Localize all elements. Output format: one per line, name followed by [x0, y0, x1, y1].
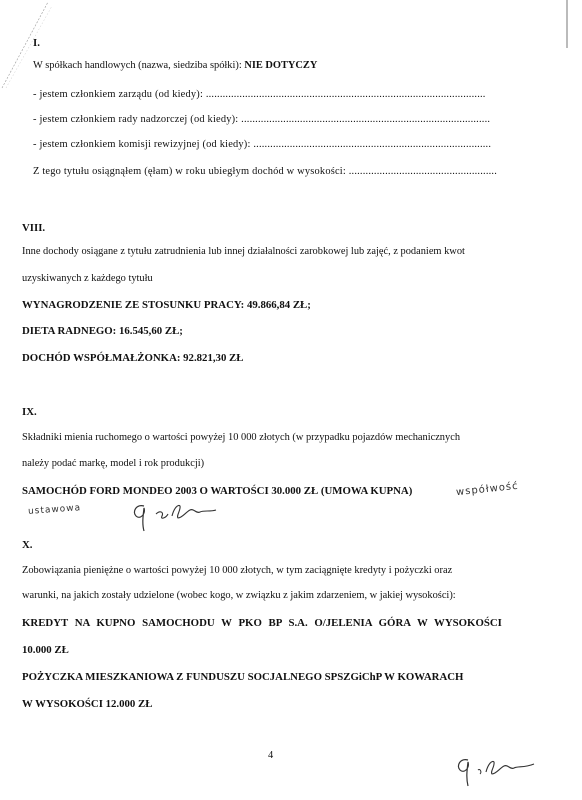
section-ix-heading: IX.	[22, 406, 37, 418]
scan-artifact-line	[0, 0, 60, 90]
section-x-description-2: warunki, na jakich zostały udzielone (wobec kogo, w związku z jakim zdarzeniem, w jakiej wysokości):	[22, 590, 456, 601]
housing-loan-line-1: POŻYCZKA MIESZKANIOWA Z FUNDUSZU SOCJALNEGO SPSZGiChP W KOWARACH	[22, 671, 464, 683]
spouse-income-value: DOCHÓD WSPÓŁMAŁŻONKA: 92.821,30 ZŁ	[22, 352, 244, 364]
section-vii-intro-label: W spółkach handlowych (nazwa, siedziba spółki):	[33, 60, 242, 71]
handwritten-signature	[126, 498, 226, 534]
page-number: 4	[268, 750, 274, 761]
section-ix-description-2: należy podać markę, model i rok produkcji)	[22, 458, 205, 469]
section-viii-heading: VIII.	[22, 222, 46, 234]
audit-committee-line: - jestem członkiem komisji rewizyjnej (od kiedy): .....................................................................................	[33, 139, 492, 150]
salary-value: WYNAGRODZENIE ZE STOSUNKU PRACY: 49.866,84 ZŁ;	[22, 299, 311, 311]
car-value: SAMOCHÓD FORD MONDEO 2003 O WARTOŚCI 30.000 ZŁ (UMOWA KUPNA)	[22, 485, 413, 497]
section-viii-description-2: uzyskiwanych z każdego tytułu	[22, 273, 153, 284]
scan-edge-artifact	[566, 0, 568, 48]
supervisory-board-line: - jestem członkiem rady nadzorczej (od kiedy): .........................................................................................	[33, 114, 491, 125]
car-loan-line-2: 10.000 ZŁ	[22, 644, 69, 656]
handwritten-signature-footer	[452, 752, 542, 792]
section-vii-intro-value: NIE DOTYCZY	[244, 60, 318, 71]
car-loan-text: KREDYT NA KUPNO SAMOCHODU W PKO BP S.A. O/JELENIA GÓRA W WYSOKOŚCI	[22, 617, 502, 629]
section-x-heading: X.	[22, 539, 33, 551]
handwritten-note-2: ustawowa	[27, 503, 82, 517]
housing-loan-line-2: W WYSOKOŚCI 12.000 ZŁ	[22, 698, 153, 710]
councilor-allowance-value: DIETA RADNEGO: 16.545,60 ZŁ;	[22, 325, 183, 337]
section-vii-heading: I.	[33, 37, 40, 49]
handwritten-note-1: współwość	[455, 480, 520, 499]
income-line: Z tego tytułu osiągnąłem (ęłam) w roku ubiegłym dochód w wysokości: .....................................................	[33, 166, 498, 177]
board-member-line: - jestem członkiem zarządu (od kiedy): ....................................................................................................	[33, 89, 486, 100]
car-loan-line-1	[22, 616, 526, 630]
section-viii-description-1: Inne dochody osiągane z tytułu zatrudnienia lub innej działalności zarobkowej lub zajęć, z podaniem kwot	[22, 246, 465, 257]
section-ix-description-1: Składniki mienia ruchomego o wartości powyżej 10 000 złotych (w przypadku pojazdów mechanicznych	[22, 432, 461, 443]
section-x-description-1: Zobowiązania pieniężne o wartości powyżej 10 000 złotych, w tym zaciągnięte kredyty i pożyczki oraz	[22, 565, 453, 576]
section-vii-intro	[33, 59, 317, 73]
